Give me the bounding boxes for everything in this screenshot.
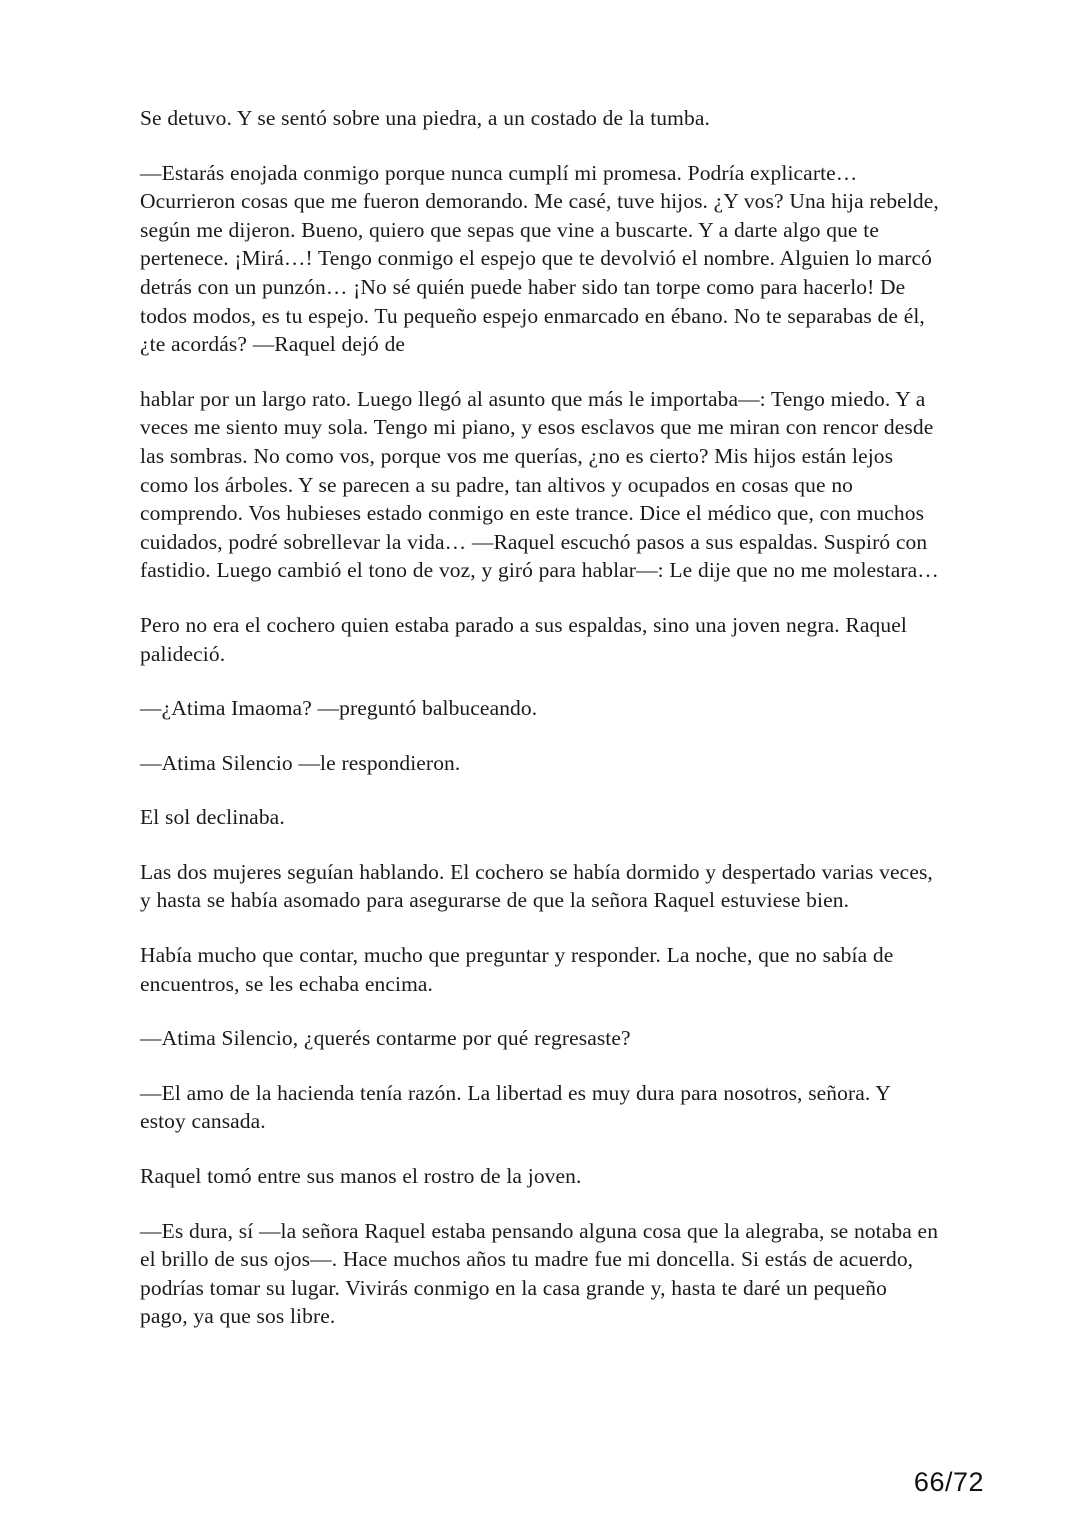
paragraph: Las dos mujeres seguían hablando. El cochero se había dormido y despertado varias veces, y hasta se había asomado para asegurarse de que la señora Raquel estuviese bien. bbox=[140, 859, 933, 913]
paragraph: —Atima Silencio —le respondieron. bbox=[140, 750, 461, 775]
paragraph: Se detuvo. Y se sentó sobre una piedra, a un costado de la tumba. bbox=[140, 106, 710, 130]
paragraph: —Atima Silencio, ¿querés contarme por qué regresaste? bbox=[140, 1026, 631, 1051]
paragraph: Pero no era el cochero quien estaba parado a sus espaldas, sino una joven negra. Raquel palideció. bbox=[140, 612, 907, 666]
paragraph: El sol declinaba. bbox=[140, 805, 285, 830]
paragraph: —Estarás enojada conmigo porque nunca cumplí mi promesa. Podría explicarte… Ocurrieron cosas que me fueron demorando. Me casé, tuve hijos. ¿Y vos? Una hija rebelde, según me dijeron. Bueno, quiero que sepas que vine a buscarte. Y a darte algo que te pertenece. ¡Mirá…! Tengo conmigo el espejo que te devolvió el nombre. Alguien lo marcó detrás con un punzón… ¡No sé quién puede haber sido tan torpe como para hacerlo! De todos modos, es tu espejo. Tu pequeño espejo enmarcado en ébano. No te separabas de él, ¿te acordás? —Raquel dejó de bbox=[140, 160, 939, 357]
paragraph: Raquel tomó entre sus manos el rostro de la joven. bbox=[140, 1164, 582, 1189]
paragraph: —El amo de la hacienda tenía razón. La libertad es muy dura para nosotros, señora. Y estoy cansada. bbox=[140, 1080, 891, 1134]
paragraph: hablar por un largo rato. Luego llegó al asunto que más le importaba—: Tengo miedo. Y a veces me siento muy sola. Tengo mi piano, y esos esclavos que me miran con rencor desde las sombras. No como vos, porque vos me querías, ¿no es cierto? Mis hijos están lejos como los árboles. Y se parecen a su padre, tan altivos y ocupados en cosas que no comprendo. Vos hubieses estado conmigo en este trance. Dice el médico que, con muchos cuidados, podré sobrellevar la vida… —Raquel escuchó pasos a sus espaldas. Suspiró con fastidio. Luego cambió el tono de voz, y giró para hablar—: Le dije que no me molestara… bbox=[140, 386, 939, 583]
page-number: 66/72 bbox=[913, 1467, 984, 1497]
paragraph: —Es dura, sí —la señora Raquel estaba pensando alguna cosa que la alegraba, se notaba en el brillo de sus ojos—. Hace muchos años tu madre fue mi doncella. Si estás de acuerdo, podrías tomar su lugar. Vivirás conmigo en la casa grande y, hasta te daré un pequeño pago, ya que sos libre. bbox=[140, 1218, 939, 1329]
page-body-text bbox=[140, 104, 940, 1331]
paragraph: Había mucho que contar, mucho que preguntar y responder. La noche, que no sabía de encuentros, se les echaba encima. bbox=[140, 943, 894, 996]
paragraph: —¿Atima Imaoma? —preguntó balbuceando. bbox=[140, 696, 538, 721]
